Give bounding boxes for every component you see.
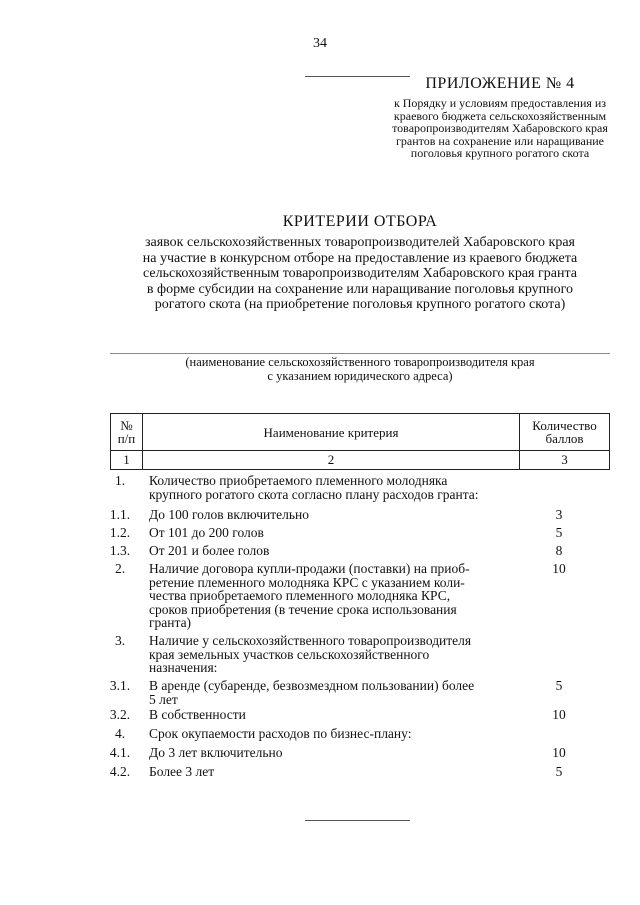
criterion-text-line: крупного рогатого скота согласно плану расходов гранта: [149,486,479,502]
criterion-score: 10 [552,707,566,722]
criteria-list [100,474,610,784]
criterion-text-line: До 3 лет включительно [149,745,283,760]
column-number: 3 [520,451,610,470]
document-title: КРИТЕРИИ ОТБОРА [282,213,438,230]
criterion-score: 10 [552,745,566,760]
appendix-line: краевого бюджета сельскохозяйственным [393,108,607,123]
criterion-text-line: От 101 до 200 голов [149,525,264,540]
column-number: 1 [111,451,143,470]
criteria-table-header [110,413,610,470]
criterion-text-line: чества приобретаемого племенного молодняка КРС, [149,588,451,603]
header-criterion-name: Наименование критерия [142,414,519,451]
criterion-text-line: В аренде (субаренде, безвозмездном пользовании) более [149,678,475,693]
criterion-text [140,727,499,741]
appendix-description [380,97,620,160]
criterion-text-line: До 100 голов включительно [149,507,309,522]
criterion-number: 2. [114,561,126,576]
criterion-score: 3 [555,507,563,522]
criterion-text [140,746,499,760]
criterion-text [140,508,499,522]
criterion-text [140,708,499,722]
criterion-text-line: Более 3 лет [149,764,215,779]
criterion-score: 5 [555,678,563,693]
appendix-line: поголовья крупного рогатого скота [410,146,590,160]
criterion-score: 10 [552,561,566,576]
page-number: 34 [313,36,327,51]
criterion-row [100,508,610,526]
header-number [111,414,143,451]
header-score-line: Количество [532,418,597,433]
column-number: 2 [142,451,519,470]
subtitle-line: рогатого скота (на приобретение поголовья крупного рогатого скота) [154,297,566,312]
criterion-row [100,544,610,562]
caption-line: (наименование сельскохозяйственного товаропроизводителя края [185,355,535,369]
criterion-number: 3. [114,633,126,648]
criterion-text [140,634,499,675]
criterion-text-line: Срок окупаемости расходов по бизнес-плану: [149,726,412,741]
criterion-text-line: Наличие у сельскохозяйственного товаропроизводителя [149,633,472,648]
criterion-text [140,562,499,630]
criterion-text-line: От 201 и более голов [149,543,270,558]
document-subtitle [90,235,630,313]
criterion-text-line: В собственности [149,707,246,722]
criterion-number: 1.1. [109,507,131,522]
criterion-row [100,634,610,679]
criterion-row [100,746,610,765]
criterion-number: 4. [114,726,126,741]
criterion-row [100,708,610,727]
criterion-text-line: Наличие договора купли-продажи (поставки) на приоб- [149,561,470,576]
criterion-text [140,526,499,540]
criterion-text [140,544,499,558]
criterion-text [140,765,499,779]
caption-line: с указанием юридического адреса) [267,368,453,383]
criterion-number: 1.2. [109,525,131,540]
criterion-number: 3.2. [109,707,131,722]
header-score-line: баллов [545,431,584,446]
criterion-text-line: сроков приобретения (в течение срока использования [149,601,457,617]
criterion-text-line: края земельных участков сельскохозяйственного [149,646,430,662]
header-number-line: п/п [117,431,136,446]
criterion-number: 4.2. [109,764,131,779]
criterion-row [100,474,610,508]
subtitle-line: сельскохозяйственным товаропроизводителям Хабаровского края гранта [143,266,577,281]
criterion-row [100,765,610,784]
criterion-row [100,526,610,544]
header-score [520,414,610,451]
criterion-row [100,562,610,634]
header-number-line: № [120,418,133,433]
criterion-text-line: назначения: [149,660,218,675]
bottom-divider [305,820,410,821]
criterion-number: 4.1. [109,745,131,760]
criterion-text-line: гранта) [149,615,192,630]
criterion-row [100,727,610,746]
criterion-number: 1. [114,473,126,488]
appendix-title: ПРИЛОЖЕНИЕ № 4 [425,75,575,92]
subtitle-line: на участие в конкурсном отборе на предоставление из краевого бюджета [142,250,578,266]
criterion-text [140,679,499,706]
criterion-score: 5 [555,525,563,540]
appendix-line: к Порядку и условиям предоставления из [393,96,607,110]
criterion-text [140,474,499,501]
subtitle-line: в форме субсидии на сохранение или наращивание поголовья крупного [146,281,574,297]
appendix-line: грантов на сохранение или наращивание [395,133,604,148]
criterion-text-line: 5 лет [149,691,178,707]
appendix-header [380,75,620,160]
applicant-name-line [110,353,610,354]
criterion-text-line: ретение племенного молодняка КРС с указанием коли- [149,574,465,590]
criterion-score: 8 [555,543,563,558]
criterion-number: 3.1. [109,678,131,693]
criterion-row [100,679,610,708]
criterion-score: 5 [555,764,563,779]
subtitle-line: заявок сельскохозяйственных товаропроизводителей Хабаровского края [144,235,575,250]
criterion-text-line: Количество приобретаемого племенного молодняка [149,473,448,488]
appendix-line: товаропроизводителям Хабаровского края [392,121,608,135]
applicant-caption [110,356,610,383]
criterion-number: 1.3. [109,543,131,558]
